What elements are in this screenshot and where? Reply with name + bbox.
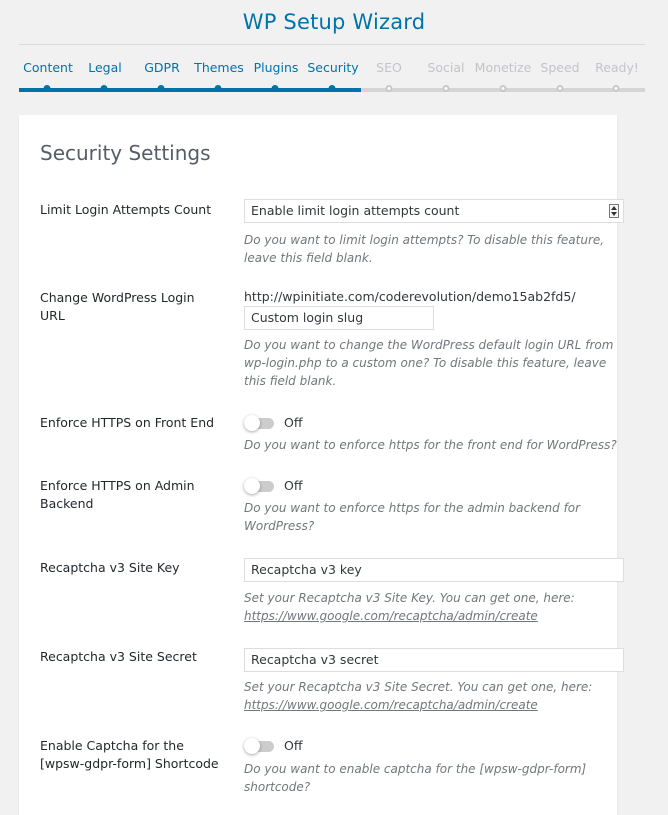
step-ready[interactable]: Ready! [595,60,639,75]
step-dot-seo [386,85,393,92]
https-front-toggle[interactable] [244,415,274,431]
https-admin-toggle[interactable] [244,478,274,494]
https-front-description: Do you want to enforce https for the front end for WordPress? [244,438,617,452]
captcha-shortcode-status: Off [284,738,303,753]
https-admin-description: Do you want to enforce https for the admin backend for WordPress? [244,501,581,533]
recaptcha-secret-help-text: Set your Recaptcha v3 Site Secret. You can get one, here: [244,680,593,694]
recaptcha-key-label: Recaptcha v3 Site Key [40,560,180,575]
step-plugins[interactable]: Plugins [253,60,299,75]
recaptcha-secret-placeholder: Recaptcha v3 secret [251,652,379,667]
limit-login-label: Limit Login Attempts Count [40,202,212,217]
step-dot-content [44,85,51,92]
wizard-title: WP Setup Wizard [242,10,426,34]
step-dot-speed [557,85,564,92]
https-admin-label: Enforce HTTPS on Admin Backend [40,478,195,511]
recaptcha-secret-label: Recaptcha v3 Site Secret [40,649,197,664]
recaptcha-secret-link[interactable]: https://www.google.com/recaptcha/admin/create [244,698,538,712]
number-spinner-icon[interactable] [609,204,619,218]
login-url-base: http://wpinitiate.com/coderevolution/demo15ab2fd5/ [244,289,576,304]
step-dot-social [443,85,450,92]
toggle-knob [244,478,260,494]
step-speed[interactable]: Speed [540,60,580,75]
captcha-shortcode-description: Do you want to enable captcha for the [wpsw-gdpr-form] shortcode? [244,762,587,794]
login-slug-placeholder: Custom login slug [251,310,364,325]
login-url-label: Change WordPress Login URL [40,290,195,323]
step-content[interactable]: Content [23,60,73,75]
title-divider [19,44,645,45]
recaptcha-key-link[interactable]: https://www.google.com/recaptcha/admin/create [244,609,538,623]
wizard-steps [19,60,645,96]
panel-title: Security Settings [40,141,211,165]
limit-login-input[interactable] [244,199,624,223]
recaptcha-key-input[interactable] [244,558,624,582]
step-dot-ready [613,85,620,92]
step-dot-gdpr [158,85,165,92]
security-settings-panel [19,115,617,815]
https-admin-status: Off [284,478,303,493]
captcha-shortcode-toggle[interactable] [244,738,274,754]
recaptcha-secret-input[interactable] [244,648,624,672]
recaptcha-key-description [244,589,624,625]
recaptcha-key-placeholder: Recaptcha v3 key [251,562,362,577]
toggle-knob [244,415,260,431]
step-monetize[interactable]: Monetize [474,60,532,75]
step-seo[interactable]: SEO [376,60,402,75]
https-front-label: Enforce HTTPS on Front End [40,415,215,430]
step-social[interactable]: Social [427,60,465,75]
login-url-description: Do you want to change the WordPress default login URL from wp-login.php to a custom one? To disable this feature, leave this field blank. [244,338,614,388]
limit-login-placeholder: Enable limit login attempts count [251,203,460,218]
step-security[interactable]: Security [307,60,359,75]
step-dot-legal [101,85,108,92]
step-legal[interactable]: Legal [88,60,122,75]
recaptcha-secret-description [244,678,624,714]
step-themes[interactable]: Themes [194,60,244,75]
progress-bar-complete [19,88,361,92]
step-dot-themes [215,85,222,92]
limit-login-description: Do you want to limit login attempts? To disable this feature, leave this field blank. [244,233,605,265]
step-gdpr[interactable]: GDPR [144,60,180,75]
login-slug-input[interactable] [244,306,434,330]
captcha-shortcode-label: Enable Captcha for the [wpsw-gdpr-form] Shortcode [40,738,219,771]
step-dot-security [329,85,336,92]
step-dot-monetize [500,85,507,92]
toggle-knob [244,738,260,754]
https-front-status: Off [284,415,303,430]
recaptcha-key-help-text: Set your Recaptcha v3 Site Key. You can get one, here: [244,591,575,605]
step-dot-plugins [272,85,279,92]
